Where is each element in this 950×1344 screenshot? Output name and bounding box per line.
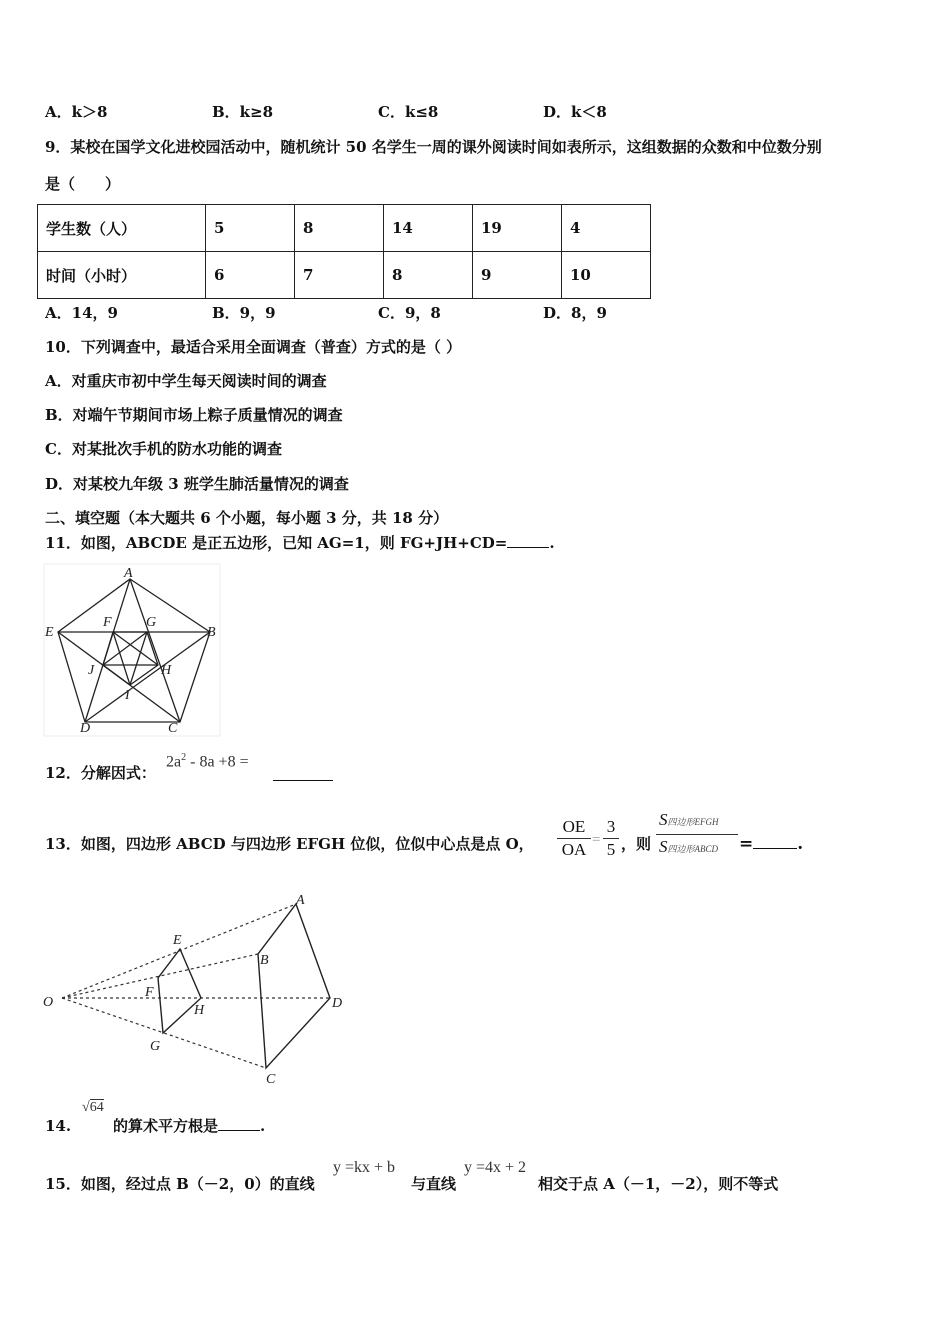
- frac-denominator: 5: [603, 838, 619, 861]
- q9-option-a: A．14，9: [45, 304, 118, 322]
- table-cell: 14: [384, 205, 473, 252]
- s-subscript: 四边形ABCD: [667, 844, 718, 854]
- frac-denominator: OA: [557, 838, 591, 861]
- radicand: 64: [89, 1100, 104, 1115]
- label-f: F: [145, 985, 154, 1000]
- table-cell: 4: [562, 205, 651, 252]
- q13-stem: 13．如图，四边形 ABCD 与四边形 EFGH 位似，位似中心点是点 O，: [45, 835, 534, 853]
- label-g: G: [150, 1039, 161, 1054]
- frac-numerator: OE: [562, 817, 586, 836]
- q14-stem: [113, 1116, 265, 1136]
- table-cell: 学生数（人）: [38, 205, 206, 252]
- q9-option-b: B．9，9: [212, 304, 276, 322]
- q10-option-b: B．对端午节期间市场上粽子质量情况的调查: [45, 406, 343, 424]
- table-cell: 7: [295, 252, 384, 299]
- table-cell: 5: [206, 205, 295, 252]
- q8-option-c: C．k≤8: [378, 103, 439, 121]
- label-b: B: [207, 625, 216, 640]
- label-c: C: [168, 721, 178, 736]
- table-row: [38, 205, 651, 252]
- table-cell: 8: [295, 205, 384, 252]
- table-cell: 时间（小时）: [38, 252, 206, 299]
- q13-then: ，则: [621, 835, 652, 853]
- label-g: G: [146, 615, 157, 630]
- q13-fraction-oe-oa: [557, 816, 591, 861]
- label-h: H: [194, 1003, 205, 1018]
- q10-option-d: D．对某校九年级 3 班学生肺活量情况的调查: [45, 475, 349, 493]
- answer-blank: [753, 834, 797, 849]
- q9-stem-line2: 是（ ）: [45, 175, 121, 193]
- table-cell: 19: [473, 205, 562, 252]
- q13-area-ratio: [656, 808, 738, 861]
- q13-answer: [739, 834, 803, 854]
- q8-option-a: A．k＞8: [45, 103, 108, 121]
- label-f: F: [103, 615, 112, 630]
- q14-end: .: [260, 1117, 266, 1135]
- q15-stem-a: 15．如图，经过点 B（－2，0）的直线: [45, 1175, 315, 1193]
- label-h: H: [161, 663, 172, 678]
- q8-option-d: D．k＜8: [543, 103, 607, 121]
- q15-line1: y =kx + b: [333, 1159, 396, 1176]
- expr-exponent: 2: [181, 752, 187, 763]
- label-d: D: [332, 996, 343, 1011]
- label-i: I: [125, 688, 130, 703]
- label-o: O: [43, 995, 54, 1010]
- frac-numerator: 3: [606, 817, 616, 836]
- answer-blank: [218, 1116, 260, 1131]
- q13-end: .: [797, 834, 804, 854]
- figure-frame: [44, 564, 220, 736]
- answer-blank: [507, 533, 549, 548]
- table-cell: 6: [206, 252, 295, 299]
- q15-stem-b: 与直线: [411, 1175, 457, 1193]
- label-a: A: [296, 893, 305, 908]
- label-e: E: [173, 933, 182, 948]
- equals-sign: =: [739, 834, 754, 854]
- q8-option-b: B．k≥8: [212, 103, 274, 121]
- label-a: A: [124, 566, 133, 581]
- q10-option-c: C．对某批次手机的防水功能的调查: [45, 440, 282, 458]
- q12-expression: [166, 752, 249, 771]
- label-b: B: [260, 953, 269, 968]
- table-cell: 9: [473, 252, 562, 299]
- q14-sqrt-64: [82, 1100, 104, 1116]
- s-symbol: S: [659, 810, 668, 829]
- q11-pentagon-figure: [42, 562, 224, 740]
- label-d: D: [80, 721, 91, 736]
- expr-base: 2a: [166, 753, 182, 771]
- q11-stem-text: 11．如图，ABCDE 是正五边形，已知 AG=1，则 FG+JH+CD=: [45, 534, 508, 552]
- expr-rest: - 8a +8 =: [186, 753, 249, 771]
- answer-blank: [273, 766, 333, 781]
- q12-stem: 12．分解因式：: [45, 764, 156, 782]
- table-cell: 10: [562, 252, 651, 299]
- label-j: J: [88, 663, 95, 678]
- sqrt-symbol: √: [82, 1100, 90, 1115]
- q9-option-c: C．9，8: [378, 304, 441, 322]
- quadrilateral-efgh: [158, 949, 201, 1033]
- q11-end: .: [549, 534, 555, 552]
- ratio-numerator: [656, 808, 738, 834]
- q10-stem: 10．下列调查中，最适合采用全面调查（普查）方式的是（ ）: [45, 338, 462, 356]
- q14-text: 的算术平方根是: [113, 1117, 219, 1135]
- quadrilateral-abcd: [258, 904, 330, 1068]
- label-e: E: [45, 625, 54, 640]
- q9-stem-line1: 9．某校在国学文化进校园活动中，随机统计 50 名学生一周的课外阅读时间如表所示，这组数据的众数和中位数分别: [45, 138, 822, 156]
- q10-option-a: A．对重庆市初中学生每天阅读时间的调查: [45, 372, 327, 390]
- table-row: [38, 252, 651, 299]
- q13-equals-sign: =: [592, 832, 601, 848]
- q13-homothety-figure: [40, 892, 346, 1088]
- s-symbol: S: [659, 837, 668, 856]
- table-cell: 8: [384, 252, 473, 299]
- q9-data-table: [37, 204, 651, 299]
- q15-line2: y =4x + 2: [464, 1159, 527, 1176]
- ratio-denominator: [656, 834, 738, 861]
- q15-stem-c: 相交于点 A（－1，－2），则不等式: [538, 1175, 779, 1193]
- section-heading: 二、填空题（本大题共 6 个小题，每小题 3 分，共 18 分）: [45, 509, 449, 527]
- label-c: C: [266, 1072, 276, 1087]
- q11-stem: [45, 533, 555, 553]
- q9-option-d: D．8，9: [543, 304, 607, 322]
- s-subscript: 四边形EFGH: [667, 817, 719, 827]
- q14-number: 14.: [45, 1117, 72, 1135]
- q13-fraction-3-5: [603, 816, 619, 861]
